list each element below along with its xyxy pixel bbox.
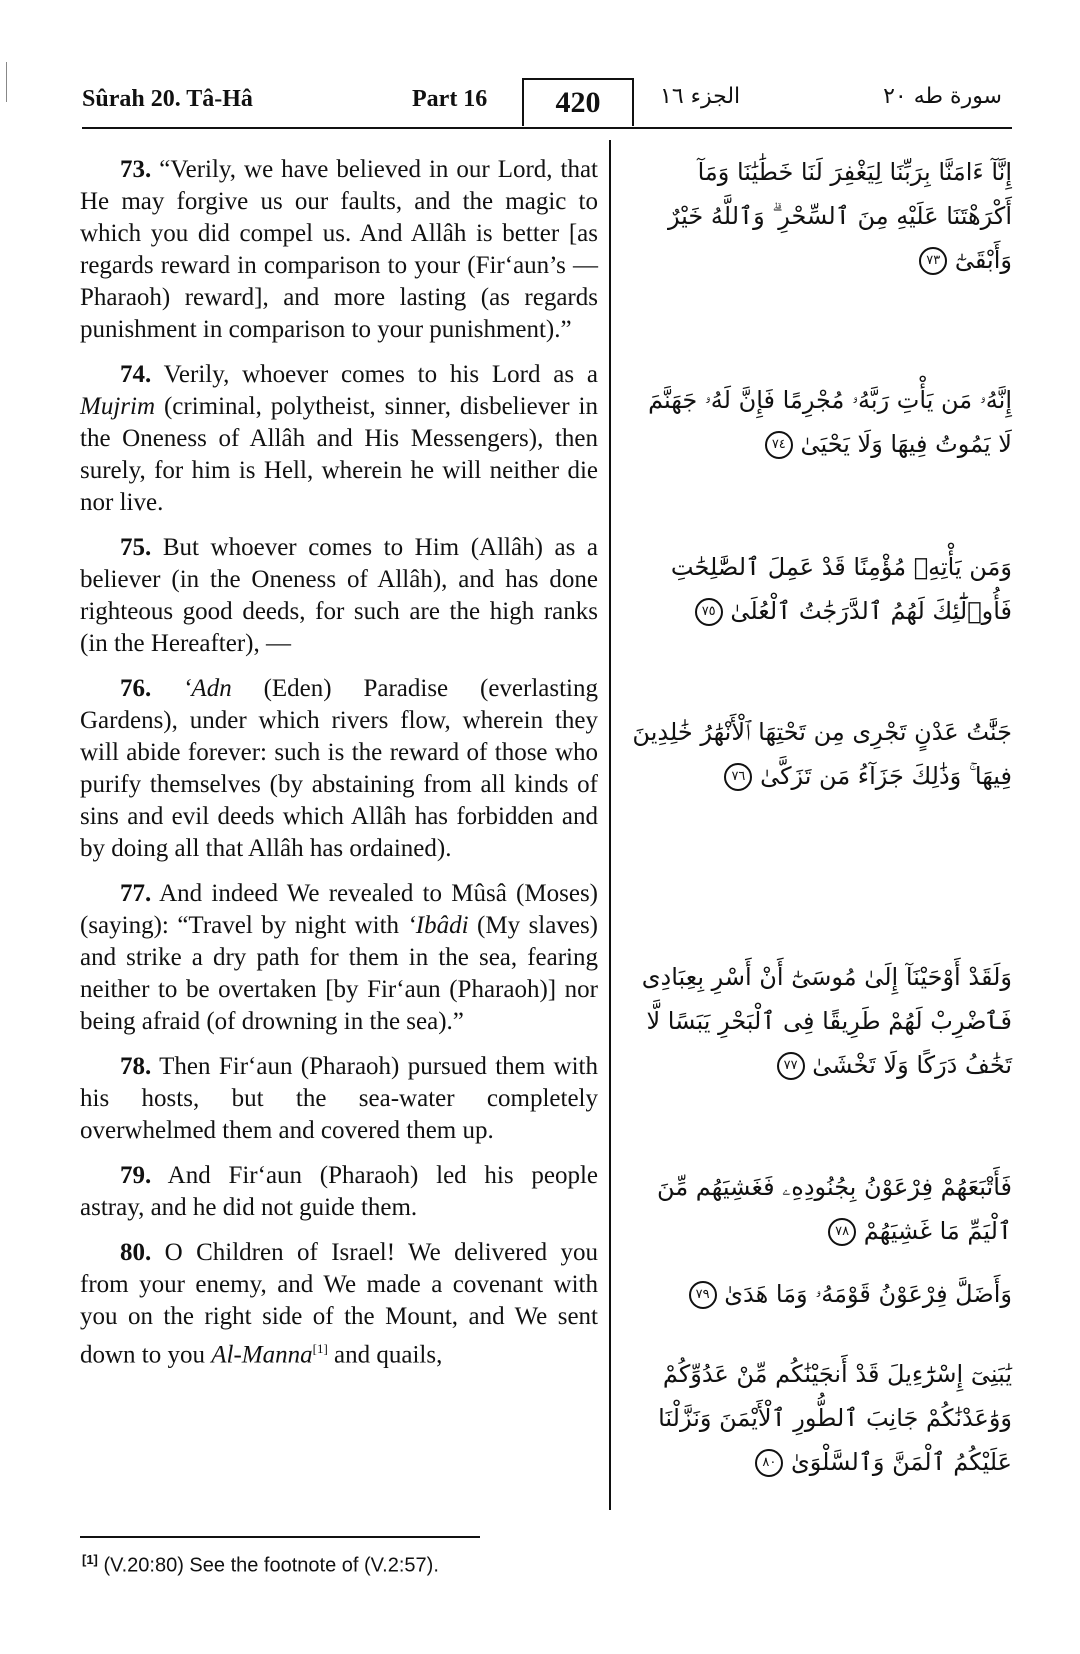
part-label: Part 16 [412,86,488,112]
verse-italic: ‘Ibâdi [407,912,469,939]
arabic-verse-76 [630,710,1012,798]
footnote-rule [80,1536,480,1538]
verse-number: 73. [120,156,152,183]
verse-number: 76. [120,675,152,702]
arabic-verse-78 [630,1165,1012,1253]
verse-text: (criminal, polytheist, sinner, disbeliever in the Oneness of Allâh and His Messengers), then surely, for him is Hell, wherein he will neither die nor live. [80,393,598,516]
header-rule [82,127,1012,129]
verse-end-marker-icon: ٧٩ [689,1281,717,1309]
page-header [82,78,1012,128]
arabic-text: جَنَّٰتُ عَدْنٍ تَجْرِى مِن تَحْتِهَا ٱلْأَنْهَٰرُ خَٰلِدِينَ فِيهَا ۚ وَذَٰلِكَ جَزَآءُ مَن تَزَكَّىٰ [632,718,1012,790]
margin-tick [6,62,7,102]
surah-title: Sûrah 20. Tâ-Hâ [82,86,253,112]
arabic-text: فَأَتْبَعَهُمْ فِرْعَوْنُ بِجُنُودِهِۦ فَغَشِيَهُم مِّنَ ٱلْيَمِّ مَا غَشِيَهُمْ [657,1173,1012,1245]
verse-76 [80,673,598,865]
column-divider [609,140,611,1510]
verse-end-marker-icon: ٧٥ [695,598,723,626]
arabic-verse-73 [630,150,1012,282]
footnote [82,1552,439,1578]
arabic-text: وَمَن يَأْتِهِۦ مُؤْمِنًا قَدْ عَمِلَ ٱلصَّٰلِحَٰتِ فَأُو۟لَٰٓئِكَ لَهُمُ ٱلدَّرَجَٰتُ ٱلْعُلَىٰ [670,553,1012,625]
verse-text: Then Fir‘aun (Pharaoh) pursued them with his hosts, but the sea-water completely overwhelmed them and covered them up. [80,1053,598,1144]
verse-text: But whoever comes to Him (Allâh) as a believer (in the Oneness of Allâh), and has done righteous good deeds, for such are the high ranks (in the Hereafter), — [80,534,598,657]
arabic-verse-80 [630,1352,1012,1484]
arabic-text: وَأَضَلَّ فِرْعَوْنُ قَوْمَهُۥ وَمَا هَدَىٰ [724,1280,1012,1308]
surah-arabic: سورة طه ٢٠ [883,84,1002,109]
verse-italic: Al-Manna [211,1341,313,1369]
verse-78 [80,1051,598,1147]
footnote-mark: [1] [82,1552,98,1567]
arabic-text: إِنَّهُۥ مَن يَأْتِ رَبَّهُۥ مُجْرِمًا فَإِنَّ لَهُۥ جَهَنَّمَ لَا يَمُوتُ فِيهَا وَلَا يَحْيَىٰ [648,386,1012,458]
verse-73 [80,154,598,346]
verse-number: 74. [120,361,152,388]
verse-text: (Eden) Paradise (everlasting Gardens), under which rivers flow, wherein they will abide forever: such is the reward of those who purify themselves (by abstaining from all kinds of sins and evil deeds which Allâh has forbidden and by doing all that Allâh has ordained). [80,675,599,862]
verse-number: 75. [120,534,152,561]
verse-text: O Children of Israel! We delivered you from your enemy, and We made a covenant with you on the right side of the Mount, and We sent down to you [80,1239,598,1369]
arabic-text: يَٰبَنِىٓ إِسْرَٰٓءِيلَ قَدْ أَنجَيْنَٰكُم مِّنْ عَدُوِّكُمْ وَوَٰعَدْنَٰكُمْ جَانِبَ ٱلطُّورِ ٱلْأَيْمَنَ وَنَزَّلْنَا عَلَيْكُمُ ٱلْمَنَّ وَٱلسَّلْوَىٰ [658,1360,1012,1476]
verse-text: And Fir‘aun (Pharaoh) led his people astray, and he did not guide them. [80,1162,599,1221]
verse-text: Verily, whoever comes to his Lord as a [163,361,598,388]
verse-74 [80,359,598,519]
english-column [80,154,598,1384]
arabic-text: إِنَّآ ءَامَنَّا بِرَبِّنَا لِيَغْفِرَ لَنَا خَطَٰيَٰنَا وَمَآ أَكْرَهْتَنَا عَلَيْهِ مِنَ ٱلسِّحْرِ ۗ وَٱللَّهُ خَيْرٌ وَأَبْقَىٰٓ [667,158,1012,274]
verse-77 [80,878,598,1038]
verse-text: “Verily, we have believed in our Lord, that He may forgive us our faults, and the magic to which you did compel us. And Allâh is better [as regards reward in comparison to your (Fir‘aun’s — Pharaoh) reward], and more lasting (as regards punishment in comparison to your punishment).” [80,156,599,343]
arabic-verse-79 [630,1272,1012,1316]
verse-italic: Mujrim [80,393,155,420]
page-number: 420 [522,78,634,126]
verse-80 [80,1237,598,1371]
verse-italic: ‘Adn [183,675,232,702]
verse-end-marker-icon: ٨٠ [755,1449,783,1477]
footnote-ref: [1] [312,1341,328,1356]
verse-number: 78. [120,1053,152,1080]
arabic-verse-75 [630,545,1012,633]
verse-75 [80,532,598,660]
footnote-text: (V.20:80) See the footnote of (V.2:57). [97,1554,439,1577]
verse-end-marker-icon: ٧٣ [919,247,947,275]
arabic-verse-77 [630,955,1012,1087]
juz-arabic: الجزء ١٦ [660,84,741,109]
verse-end-marker-icon: ٧٧ [777,1052,805,1080]
arabic-text: وَلَقَدْ أَوْحَيْنَآ إِلَىٰ مُوسَىٰٓ أَنْ أَسْرِ بِعِبَادِى فَٱضْرِبْ لَهُمْ طَرِيقًا فِى ٱلْبَحْرِ يَبَسًا لَّا تَخَٰفُ دَرَكًا وَلَا تَخْشَىٰ [641,963,1012,1079]
verse-end-marker-icon: ٧٦ [724,763,752,791]
verse-end-marker-icon: ٧٨ [828,1218,856,1246]
verse-number: 77. [120,880,152,907]
verse-text: (My slaves) and strike a dry path for them in the sea, fearing neither to be overtaken [by Fir‘aun (Pharaoh)] nor being afraid (of drowning in the sea).” [80,912,598,1035]
verse-text: and quails, [327,1341,443,1369]
verse-end-marker-icon: ٧٤ [765,431,793,459]
arabic-verse-74 [630,378,1012,466]
verse-text: And indeed We revealed to Mûsâ (Moses) (saying): “Travel by night with [80,880,598,939]
verse-number: 79. [120,1162,152,1189]
verse-79 [80,1160,598,1224]
verse-number: 80. [120,1239,152,1266]
